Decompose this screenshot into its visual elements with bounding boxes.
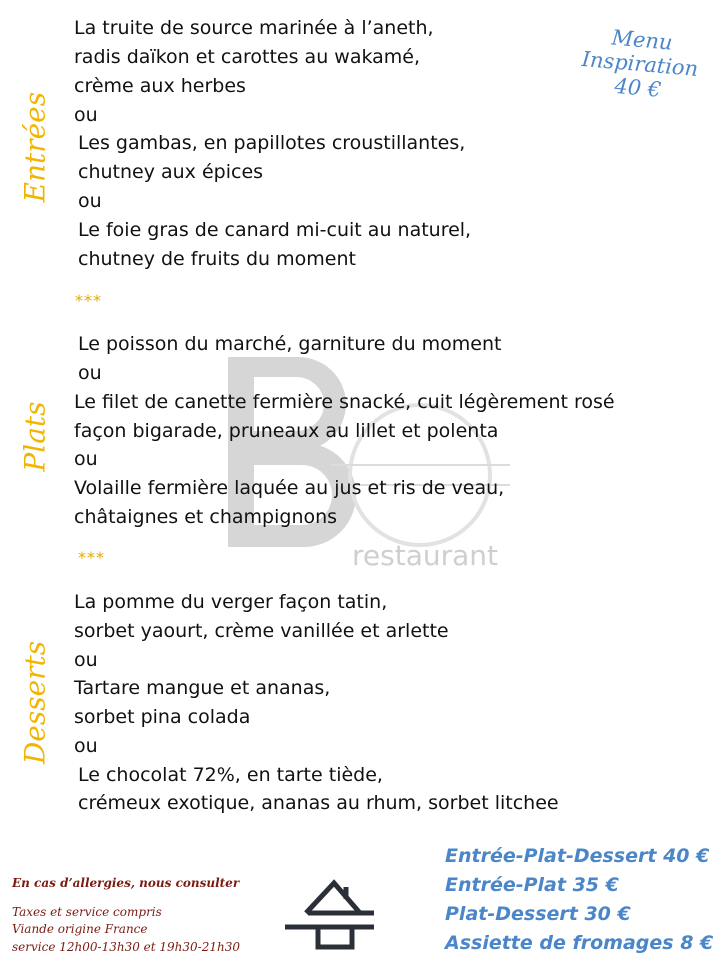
price-entree-plat-dessert: Entrée-Plat-Dessert 40 €	[445, 845, 710, 867]
separator-stars-1: ***	[75, 291, 102, 310]
section-label-desserts: Desserts	[18, 640, 52, 765]
entrees-line: chutney aux épices	[78, 161, 264, 183]
plats-line: châtaignes et champignons	[74, 506, 338, 528]
allergy-note: En cas d’allergies, nous consulter	[12, 876, 240, 890]
desserts-line: sorbet pina colada	[74, 706, 251, 728]
desserts-or: ou	[74, 649, 98, 671]
watermark-subtitle: restaurant	[352, 539, 498, 572]
entrees-line: radis daïkon et carottes au wakamé,	[74, 46, 421, 68]
desserts-line: La pomme du verger façon tatin,	[74, 591, 388, 613]
desserts-line: sorbet yaourt, crème vanillée et arlette	[74, 620, 449, 642]
price-list	[445, 842, 713, 958]
menu-tag-line-2: Inspiration	[580, 46, 700, 82]
entrees-line: Le foie gras de canard mi-cuit au naturel,	[78, 219, 472, 241]
plats-line: façon bigarade, pruneaux au lillet et polenta	[74, 420, 499, 442]
service-hours-note: service 12h00-13h30 et 19h30-21h30	[12, 940, 240, 954]
house-logo-icon	[282, 877, 378, 951]
bo-restaurant-watermark	[180, 345, 520, 575]
entrees-or: ou	[78, 190, 102, 212]
menu-inspiration-tag	[557, 21, 720, 107]
entrees-line: La truite de source marinée à l’aneth,	[74, 17, 434, 39]
entrees-line: chutney de fruits du moment	[78, 248, 356, 270]
plats-line: Volaille fermière laquée au jus et ris de veau,	[74, 477, 505, 499]
meat-origin-note: Viande origine France	[12, 922, 148, 936]
entrees-line: Les gambas, en papillotes croustillantes,	[78, 132, 466, 154]
plats-or: ou	[74, 448, 98, 470]
price-entree-plat: Entrée-Plat 35 €	[445, 874, 619, 896]
desserts-line: Le chocolat 72%, en tarte tiède,	[78, 764, 383, 786]
desserts-line: Tartare mangue et ananas,	[74, 677, 331, 699]
section-label-plats: Plats	[18, 401, 52, 472]
price-plat-dessert: Plat-Dessert 30 €	[445, 903, 631, 925]
menu-tag-line-3: 40 €	[613, 73, 663, 102]
desserts-line: crémeux exotique, ananas au rhum, sorbet litchee	[78, 792, 559, 814]
section-label-entrees: Entrées	[18, 91, 52, 203]
price-cheese-plate: Assiette de fromages 8 €	[445, 932, 714, 954]
entrees-or: ou	[74, 104, 98, 126]
taxes-note: Taxes et service compris	[12, 905, 162, 919]
entrees-line: crème aux herbes	[74, 75, 246, 97]
plats-line: Le filet de canette fermière snacké, cuit légèrement rosé	[74, 391, 615, 413]
separator-stars-2: ***	[78, 548, 105, 567]
menu-tag-line-1: Menu	[610, 25, 674, 55]
plats-or: ou	[78, 362, 102, 384]
plats-line: Le poisson du marché, garniture du moment	[78, 333, 502, 355]
desserts-or: ou	[74, 735, 98, 757]
